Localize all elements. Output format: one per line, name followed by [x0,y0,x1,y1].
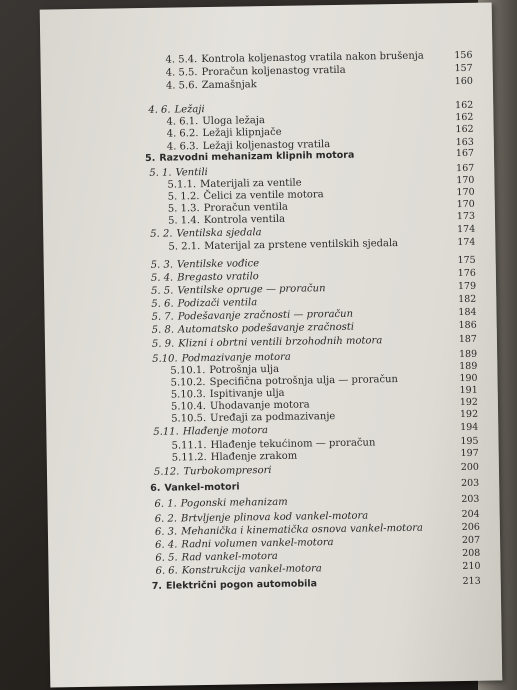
toc-entry-title: Proračun ventila [203,201,289,215]
toc-entry-title: Rad vankel-motora [181,550,278,564]
toc-page-number: 203 [461,493,480,506]
toc-entry-title: Automatsko podešavanje zračnosti [177,321,355,336]
toc-entry-number: 5. 7. [151,311,174,323]
toc-entry-title: Uhodavanje motora [209,399,310,412]
toc-entry-title: Razvodni mehanizam klipnih motora [159,149,355,164]
toc-entry-number: 4. 6.2. [166,128,199,140]
toc-entry-title: Kontrola ventila [203,213,286,227]
toc-page-number: 207 [461,534,481,547]
toc-entry-number: 4. 5.4. [165,54,198,66]
toc-page-number: 167 [456,162,475,175]
toc-entry-title: Hlađenje zrakom [210,450,298,463]
toc-entry-title: Brtvljenje plinova kod vankel-motora [180,510,369,525]
toc-entry-number: 4. 5.5. [165,67,198,79]
toc-entry-number: 4. 6.1. [166,116,199,128]
toc-entry-title: Mehanička i kinematička osnova vankel-motora [181,522,423,538]
toc-page-number: 189 [458,348,478,361]
toc-page-number: 160 [454,75,473,88]
toc-entry-number: 5. 8. [151,324,175,336]
toc-entry-number: 5. 1.3. [167,203,200,215]
toc-entry-number: 5. 2.1. [168,241,201,253]
toc-entry-title: Ventilska sjedala [176,227,262,240]
toc-entry-title: Specifična potrošnja ulja — proračun [209,374,399,388]
toc-page-number: 186 [458,319,477,332]
toc-entry-number: 5.10.4. [170,401,207,413]
toc-entry-title: Podešavanje zračnosti — proračun [177,308,354,323]
toc-entry-number: 5.12. [153,466,180,478]
toc-entry-title: Proračun koljenastog vratila [201,64,346,79]
toc-entry-number: 5. [144,152,156,164]
toc-page-number: 210 [462,560,481,573]
toc-page-number: 157 [454,62,473,75]
toc-page-number: 194 [460,421,479,434]
toc-entry-number: 6. 4. [155,539,178,551]
toc-entry-title: Podmazivanje motora [181,351,291,365]
toc-page-number: 156 [454,49,473,62]
toc-entry-number: 4. 6.3. [166,141,199,153]
toc-entry-title: Ležaji koljenastog vratila [202,139,331,153]
toc-page-number: 176 [457,267,476,280]
toc-page-number: 192 [459,396,479,409]
toc-page-number: 200 [460,461,480,474]
toc-entry-number: 7. [151,580,163,592]
toc-entry-number: 5.1.1. [167,179,197,191]
toc-page-number: 162 [455,123,474,136]
toc-entry-number: 5.11.2. [171,452,207,464]
toc-entry-number: 6. [150,482,161,494]
toc-entry-title: Podizači ventila [177,297,258,310]
toc-page-number: 179 [457,280,477,293]
toc-entry-title: Turbokompresori [183,465,272,478]
toc-entry-number: 5. 6. [151,298,174,310]
toc-entry-number: 5.10.1. [170,365,206,377]
toc-entry-title: Ventili [175,166,208,179]
toc-page-number: 174 [456,223,476,236]
toc-page-number: 162 [455,111,474,124]
toc-entry-number: 5. 5. [151,285,174,297]
toc-page-number: 162 [455,99,474,112]
toc-entry-number: 5. 1. [149,167,172,179]
toc-page-number: 174 [457,236,476,249]
toc-entry-title: Uređaji za podmazivanje [210,410,336,424]
toc-page-number: 173 [456,210,476,223]
toc-page-number: 203 [460,477,480,490]
toc-entry-title: Materijal za prstene ventilskih sjedala [204,237,399,253]
toc-entry-title: Uloga ležaja [202,115,265,128]
toc-entry-number: 6. 1. [154,498,177,510]
toc-page-number: 163 [455,136,474,149]
toc-page-number: 204 [461,508,480,521]
toc-entry-number: 5.11. [153,426,179,438]
toc-entry-number: 6. 5. [155,552,178,564]
toc-entry-title: Radni volumen vankel-motora [181,537,334,551]
toc-page-number: 208 [462,547,481,560]
toc-entry-title: Potrošnja ulja [209,363,280,376]
toc-entry-number: 4. 5.6. [165,80,198,92]
toc-entry-number: 6. 6. [155,565,178,577]
toc-entry-title: Ležaji klipnjače [202,126,282,140]
book-page [40,2,503,687]
toc-entry-title: Električni pogon automobila [165,578,318,592]
toc-page-number: 191 [459,384,478,397]
toc-entry-title: Ležaji [174,104,205,116]
toc-entry-number: 5. 1.4. [167,215,200,227]
toc-entry-number: 5. 9. [151,338,175,350]
toc-page-number: 192 [459,408,479,421]
toc-page-number: 167 [455,147,475,160]
toc-page-number: 206 [461,521,480,534]
toc-page-number: 197 [460,447,479,460]
toc-entry-title: Ispitivanje ulja [209,387,285,400]
toc-entry-title: Čelici za ventile motora [203,189,324,203]
toc-page-number: 170 [456,174,475,187]
toc-entry-title: Hlađenje tekućinom — proračun [210,437,376,451]
toc-entry-number: 5. 4. [150,272,174,284]
toc-entry-number: 5.10.2. [170,377,206,389]
toc-entry-title: Materijali za ventile [200,177,302,191]
toc-entry-title: Konstrukcija vankel-motora [181,563,322,577]
toc-page-number: 195 [460,435,479,448]
toc-entry-title: Pogonski mehanizam [180,496,288,510]
toc-entry-title: Hlađenje motora [182,425,269,438]
toc-entry-number: 5. 2. [150,228,173,240]
toc-entry-number: 6. 2. [154,513,178,525]
toc-entry-title: Bregasto vratilo [177,271,259,284]
toc-page-number: 187 [458,333,478,346]
toc-page-number: 182 [458,293,477,306]
toc-page-number: 170 [456,186,475,199]
toc-page-number: 213 [462,575,481,588]
toc-entry-number: 5.10. [152,353,178,365]
toc-page-number: 184 [458,306,477,319]
toc-entry-number: 4. 6. [148,104,171,116]
toc-entry-number: 5.10.5. [171,413,207,425]
toc-entry-number: 5. 3. [150,259,174,271]
toc-page-number: 175 [457,254,476,267]
toc-entry-number: 6. 3. [154,526,178,538]
toc-page-number: 190 [459,372,478,385]
toc-entry-title: Ventilske opruge — proračun [177,283,326,297]
toc-entry-number: 5. 1.2. [167,191,200,203]
toc-entry-title: Vankel-motori [164,481,240,494]
toc-entry-number: 5.10.3. [170,389,206,401]
toc-entry-title: Kontrola koljenastog vratila nakon brušenja [201,50,424,66]
toc-entry-title: Klizni i obrtni ventili brzohodnih motora [178,335,383,350]
toc-page-number: 189 [459,360,478,373]
toc-entry-title: Ventilske vođice [176,258,260,271]
toc-page-number: 170 [456,198,475,211]
toc-entry-number: 5.11.1. [171,440,207,452]
toc-entry-title: Zamašnjak [201,79,257,92]
